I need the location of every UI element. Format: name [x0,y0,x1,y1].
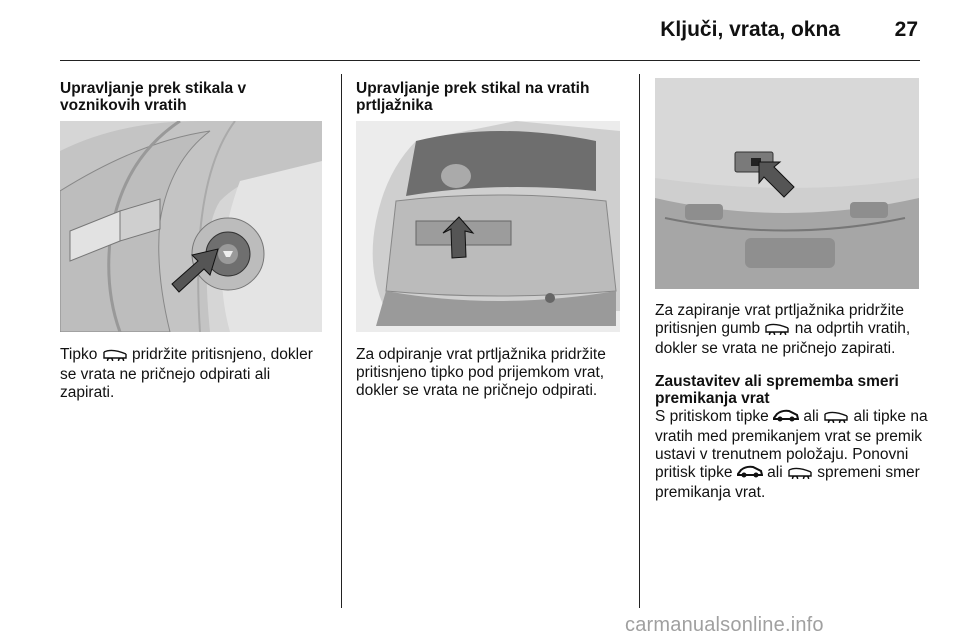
open-tailgate-button-illustration [655,78,919,289]
p-text: na odprtih vratih, dokler se vrata ne pričnejo zapirati. [655,320,911,357]
paragraph-close-tailgate [655,302,930,358]
column-divider-1 [341,74,342,608]
p-text: Tipko [60,346,98,363]
tailgate-icon [823,410,849,428]
p-text: Za zapiranje vrat prtljažnika pridržite pritisnjen gumb [655,302,904,337]
driver-door-switch-illustration [60,121,322,332]
section-heading-stop-change-direction: Zaustavitev ali sprememba smeri premikanja vrat [655,373,899,407]
paragraph-tailgate-switch: Za odpiranje vrat prtljažnika pridržite pritisnjeno tipko pod prijemkom vrat, dokler se vrata ne pričnejo odpirati. [356,346,606,399]
p-text: ali [767,464,783,481]
tailgate-switch-illustration [356,121,620,332]
car-icon [773,409,799,428]
section-heading-driver-door-switch: Upravljanje prek stikala v voznikovih vratih [60,80,247,114]
page-header [0,0,960,60]
paragraph-stop-change-direction [655,408,930,502]
tailgate-icon [764,322,790,340]
watermark: carmanualsonline.info [625,614,824,636]
paragraph-driver-door-switch [60,346,328,402]
p-text: S pritiskom tipke [655,408,769,425]
car-icon [737,465,763,484]
tailgate-icon [102,348,128,366]
page-title: Ključi, vrata, okna [660,18,840,41]
tailgate-icon [787,466,813,484]
page-number: 27 [894,18,918,41]
p-text: ali [803,408,819,425]
header-divider [60,60,920,61]
column-divider-2 [639,74,640,608]
p-text: pridržite pritisnjeno, dokler se vrata ne pričnejo odpirati ali zapirati. [60,346,313,401]
p-text: spremeni smer premikanja vrat. [655,464,920,501]
p-text: ali tipke na vratih med premikanjem vrat se premik ustavi v trenutnem položaju. Ponovni pritisk tipke [655,408,928,481]
section-heading-tailgate-switch: Upravljanje prek stikal na vratih prtljažnika [356,80,590,114]
